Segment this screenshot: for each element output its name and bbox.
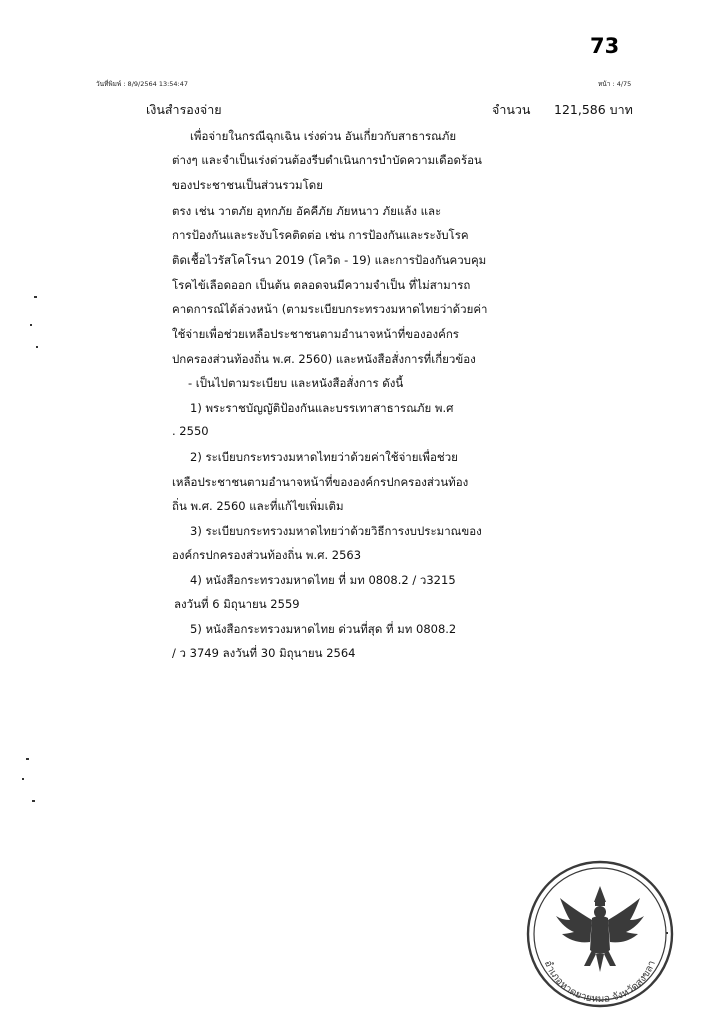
body-line: 2) ระเบียบกระทรวงมหาดไทยว่าด้วยค่าใช้จ่ายเพื่อช่วย <box>190 450 458 464</box>
budget-item-label: เงินสำรองจ่าย <box>146 102 222 117</box>
body-line: 5) หนังสือกระทรวงมหาดไทย ด่วนที่สุด ที่ มท 0808.2 <box>190 622 457 636</box>
scan-speck <box>26 758 29 760</box>
body-line: ปกครองส่วนท้องถิ่น พ.ศ. 2560) และหนังสือสั่งการที่เกี่ยวข้อง <box>172 352 476 366</box>
body-line: - เป็นไปตามระเบียบ และหนังสือสั่งการ ดังนี้ <box>188 376 404 390</box>
body-line: 3) ระเบียบกระทรวงมหาดไทยว่าด้วยวิธีการงบประมาณของ <box>190 524 482 538</box>
body-line: / ว 3749 ลงวันที่ 30 มิถุนายน 2564 <box>172 646 356 660</box>
scan-speck <box>36 346 38 348</box>
body-line: เหลือประชาชนตามอำนาจหน้าที่ขององค์กรปกครองส่วนท้อง <box>172 475 469 489</box>
body-line: คาดการณ์ได้ล่วงหน้า (ตามระเบียบกระทรวงมหาดไทยว่าด้วยค่า <box>172 302 488 316</box>
body-line: ตรง เช่น วาตภัย อุทกภัย อัคคีภัย ภัยหนาว ภัยแล้ง และ <box>172 204 442 218</box>
scan-speck <box>22 778 24 780</box>
seal-text: อำเภอหาดยายหมอ จังหวัดสงขลา <box>541 958 658 1006</box>
body-line: ติดเชื้อไวรัสโคโรนา 2019 (โควิด - 19) และการป้องกันควบคุม <box>172 253 487 267</box>
body-line: ถิ่น พ.ศ. 2560 และที่แก้ไขเพิ่มเติม <box>172 499 344 513</box>
body-line: โรคไข้เลือดออก เป็นต้น ตลอดจนมีความจำเป็น ที่ไม่สามารถ <box>172 278 471 292</box>
scan-speck <box>34 296 37 298</box>
body-line: เพื่อจ่ายในกรณีฉุกเฉิน เร่งด่วน อันเกี่ยวกับสาธารณภัย <box>190 129 457 143</box>
body-line: ของประชาชนเป็นส่วนรวมโดย <box>172 178 323 192</box>
scan-speck <box>32 800 35 802</box>
body-line: . 2550 <box>172 424 209 438</box>
body-line: ต่างๆ และจำเป็นเร่งด่วนต้องรีบดำเนินการบำบัดความเดือดร้อน <box>172 153 482 167</box>
body-line: องค์กรปกครองส่วนท้องถิ่น พ.ศ. 2563 <box>172 548 362 562</box>
page-count: หน้า : 4/75 <box>598 80 632 88</box>
garuda-emblem <box>556 886 644 972</box>
print-date: วันที่พิมพ์ : 8/9/2564 13:54:47 <box>96 80 189 88</box>
page-number: 73 <box>590 34 620 58</box>
scan-speck <box>30 324 32 326</box>
body-line: การป้องกันและระงับโรคติดต่อ เช่น การป้องกันและระงับโรค <box>172 228 469 242</box>
official-seal <box>520 858 680 1008</box>
amount-label: จำนวน <box>492 102 531 117</box>
amount-value: 121,586 บาท <box>554 102 633 117</box>
body-line: 4) หนังสือกระทรวงมหาดไทย ที่ มท 0808.2 / ว3215 <box>190 573 456 587</box>
body-line: ลงวันที่ 6 มิถุนายน 2559 <box>174 597 300 611</box>
body-line: ใช้จ่ายเพื่อช่วยเหลือประชาชนตามอำนาจหน้าที่ขององค์กร <box>172 327 459 341</box>
body-line: 1) พระราชบัญญัติป้องกันและบรรเทาสาธารณภัย พ.ศ <box>190 401 454 415</box>
